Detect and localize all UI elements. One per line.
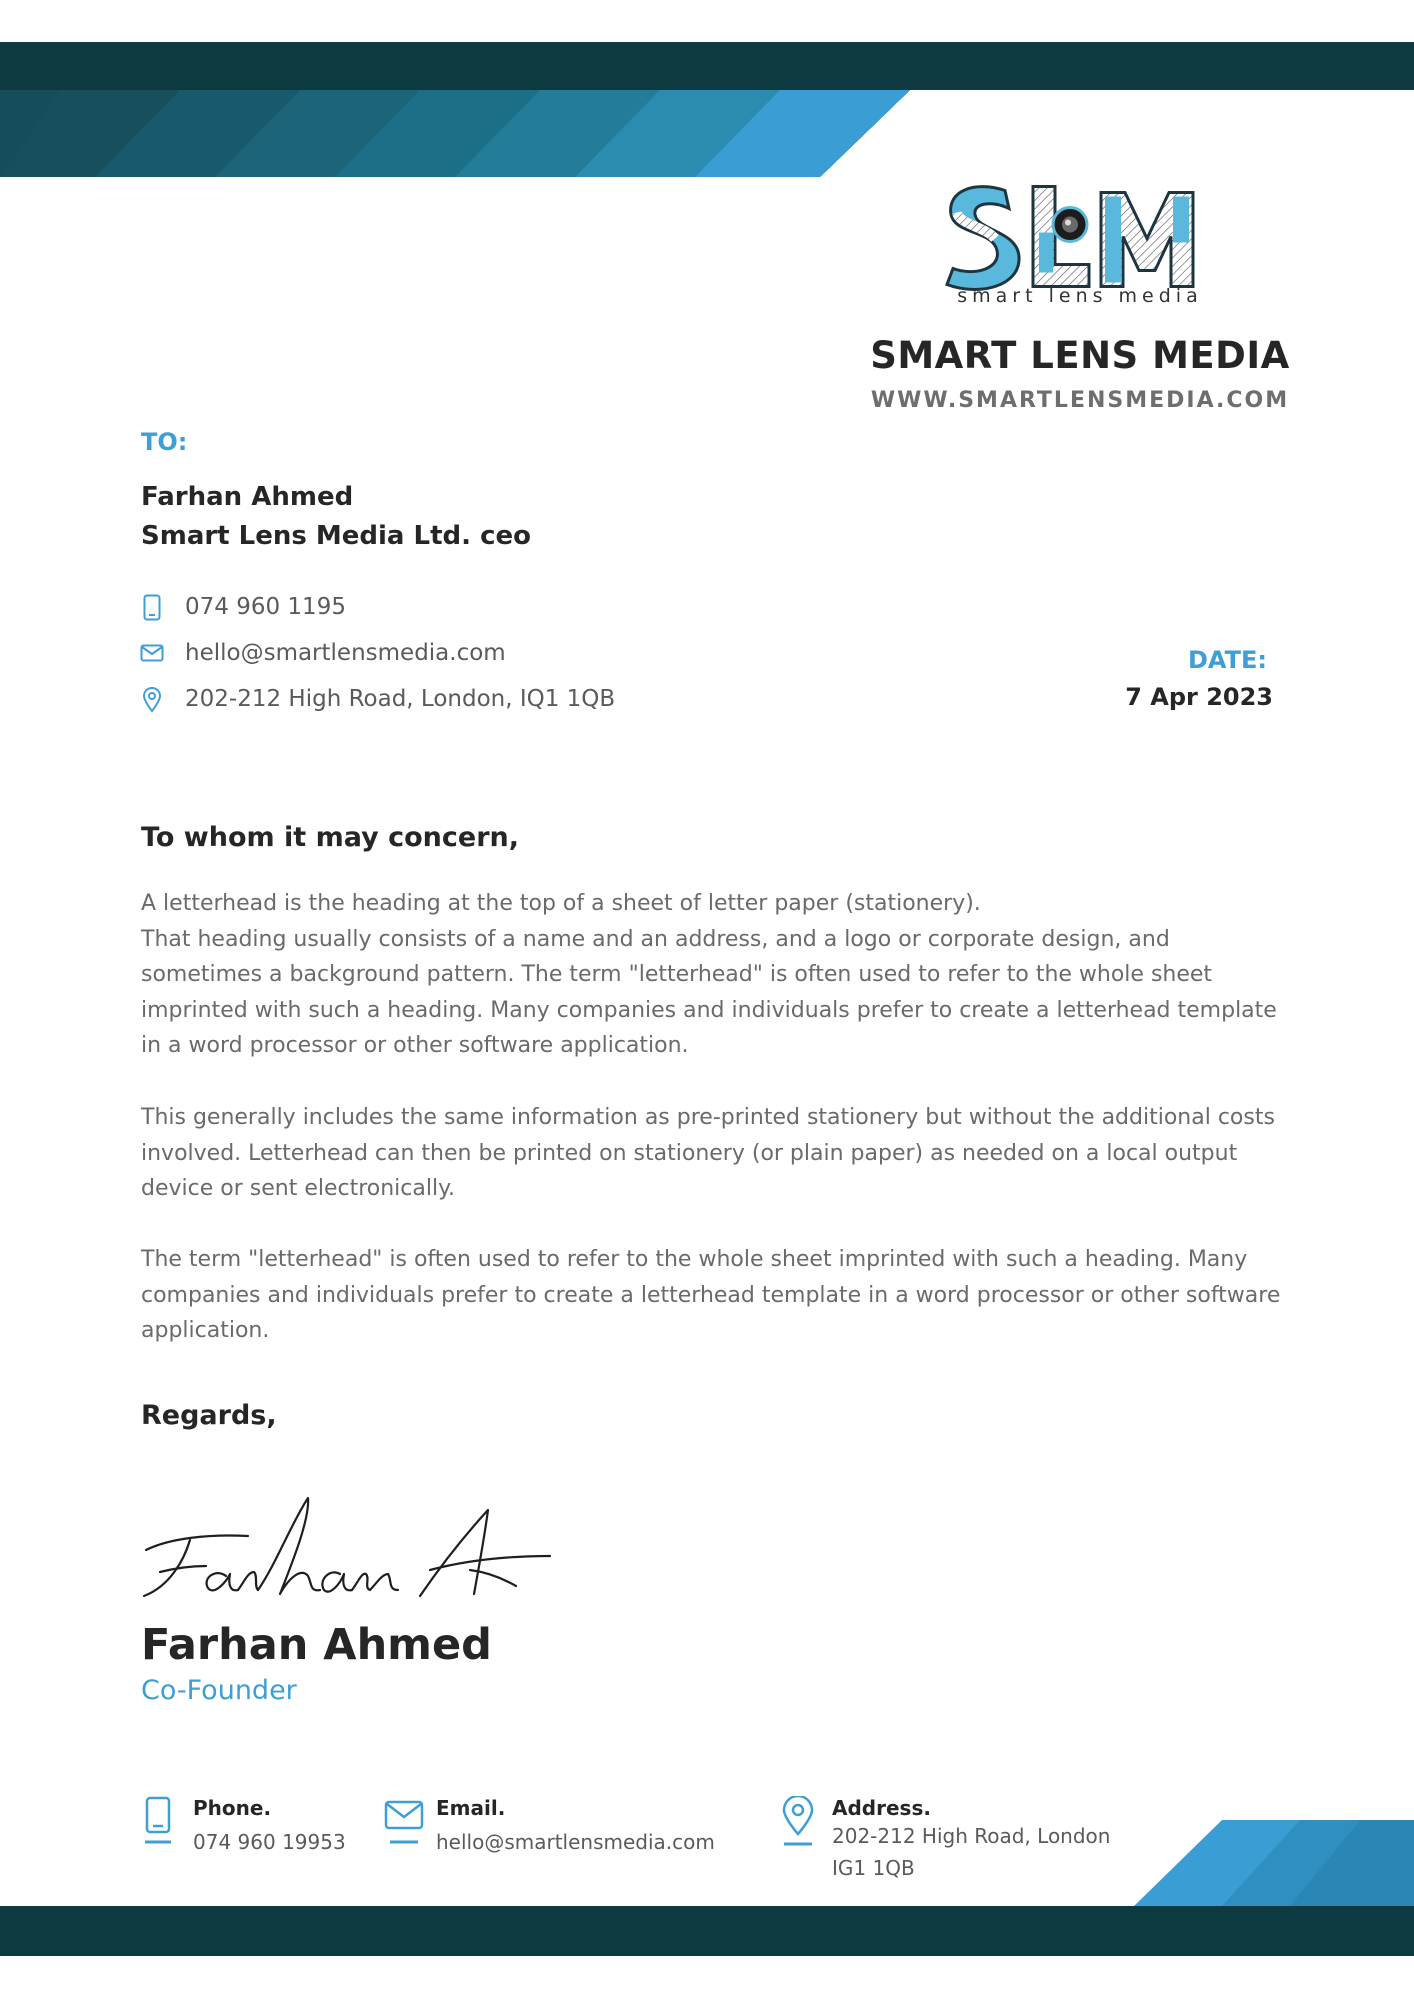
body-line: That heading usually consists of a name and an address, and a logo or corporate design, and sometimes a background pattern. The term "letterhead" is often used to refer to the whole sheet imprinted with such a heading. Many companies and individuals prefer to create a letterhead template in a word processor or other software application. bbox=[141, 926, 1277, 1058]
top-header-band bbox=[0, 42, 1414, 177]
footer-address-line2: IG1 1QB bbox=[832, 1856, 915, 1880]
logo-tagline: smart lens media bbox=[957, 285, 1203, 307]
body-paragraph bbox=[141, 886, 1281, 1064]
signer-role: Co-Founder bbox=[141, 1675, 297, 1706]
footer-phone-label: Phone. bbox=[193, 1796, 272, 1820]
signature bbox=[130, 1490, 570, 1620]
footer-email-label: Email. bbox=[436, 1796, 506, 1820]
recipient-address-row bbox=[139, 682, 615, 716]
footer-phone-value: 074 960 19953 bbox=[193, 1830, 346, 1854]
recipient-name: Farhan Ahmed bbox=[141, 482, 354, 512]
recipient-email-row bbox=[139, 636, 506, 670]
salutation: To whom it may concern, bbox=[141, 822, 519, 853]
location-pin-icon bbox=[139, 685, 165, 713]
recipient-title: Smart Lens Media Ltd. ceo bbox=[141, 521, 531, 551]
recipient-email[interactable]: hello@smartlensmedia.com bbox=[185, 640, 506, 666]
body-paragraph: The term "letterhead" is often used to refer to the whole sheet imprinted with such a heading. Many companies and individuals prefer to create a letterhead template in a word processor or other software application. bbox=[141, 1247, 1281, 1343]
closing: Regards, bbox=[141, 1400, 277, 1431]
to-label: TO: bbox=[141, 428, 188, 456]
signer-name: Farhan Ahmed bbox=[141, 1620, 492, 1670]
envelope-icon bbox=[139, 639, 165, 667]
recipient-phone: 074 960 1195 bbox=[185, 594, 346, 620]
company-website[interactable]: WWW.SMARTLENSMEDIA.COM bbox=[870, 388, 1290, 413]
footer-address-label: Address. bbox=[832, 1796, 931, 1820]
recipient-address: 202-212 High Road, London, IQ1 1QB bbox=[185, 686, 616, 712]
date-value: 7 Apr 2023 bbox=[1125, 683, 1273, 711]
footer-address-line1: 202-212 High Road, London bbox=[832, 1824, 1111, 1848]
body-paragraph: This generally includes the same information as pre-printed stationery but without the additional costs involved. Letterhead can then be printed on stationery (or plain paper) as needed on a local output device or sent electronically. bbox=[141, 1105, 1275, 1201]
bottom-footer-band bbox=[0, 1814, 1414, 1958]
footer-email-value[interactable]: hello@smartlensmedia.com bbox=[436, 1830, 715, 1854]
date-label: DATE: bbox=[1188, 646, 1267, 674]
recipient-phone-row bbox=[139, 590, 346, 624]
body-line: A letterhead is the heading at the top of a sheet of letter paper (stationery). bbox=[141, 891, 981, 916]
phone-icon bbox=[139, 593, 165, 621]
company-name: SMART LENS MEDIA bbox=[870, 334, 1290, 377]
